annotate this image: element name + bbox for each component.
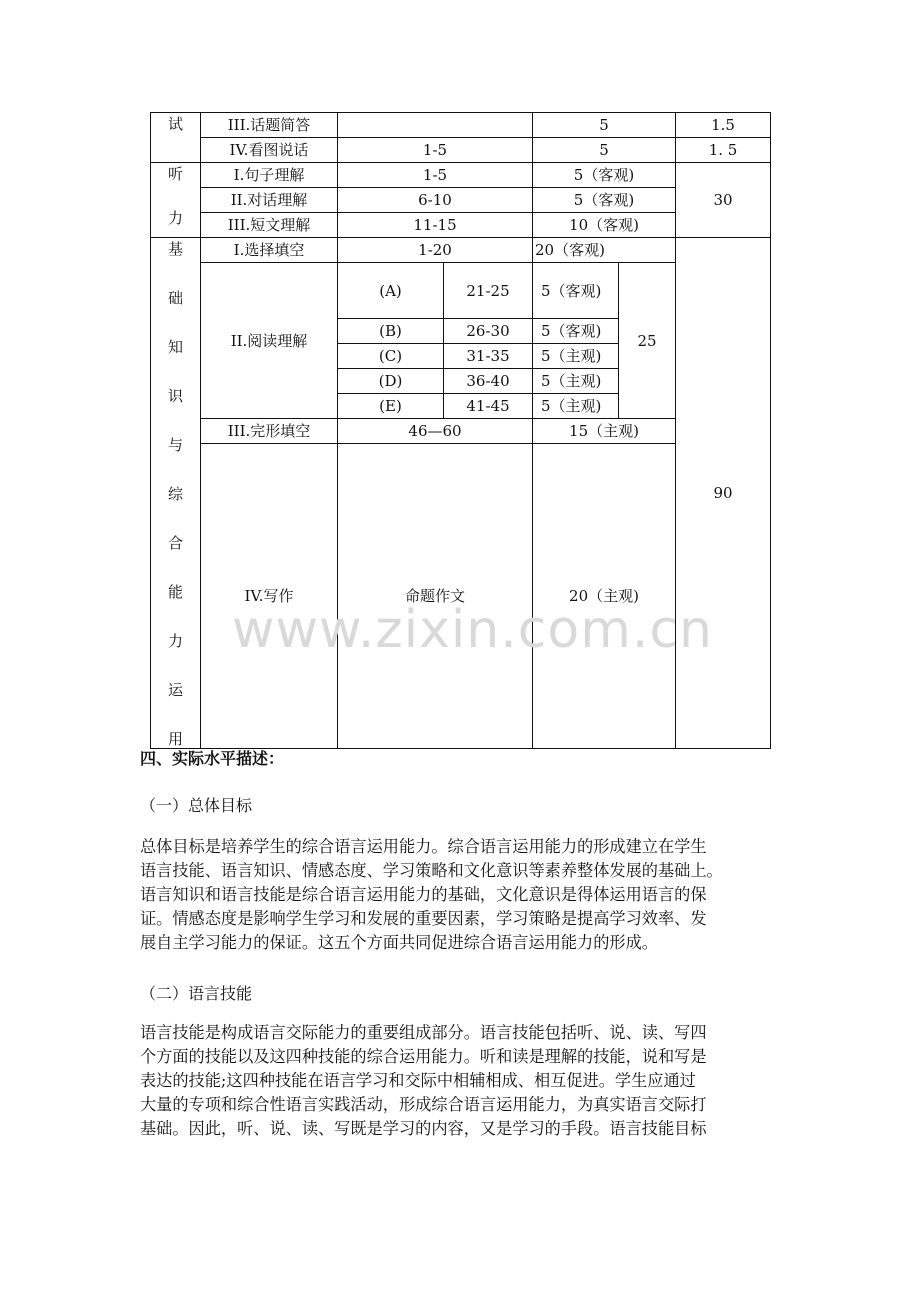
total-cell: 1. 5 — [676, 138, 771, 163]
item-cell-reading: II.阅读理解 — [201, 263, 338, 419]
total-cell: 1.5 — [676, 113, 771, 138]
section-heading: 四、实际水平描述： — [140, 749, 285, 768]
range-cell: 21-25 — [444, 263, 533, 319]
score-cell: 5（主观) — [533, 369, 619, 394]
item-cell: I.选择填空 — [201, 238, 338, 263]
category-label: 试 — [167, 115, 183, 133]
category-char: 合 — [167, 534, 183, 552]
range-cell: 6-10 — [338, 188, 533, 213]
category-char: 用 — [167, 730, 183, 748]
item-cell: IV.看图说话 — [201, 138, 338, 163]
subsection-title: （二）语言技能 — [140, 984, 253, 1003]
range-cell: 31-35 — [444, 344, 533, 369]
range-cell: 1-5 — [338, 138, 533, 163]
range-cell: 46—60 — [338, 419, 533, 444]
category-char: 听 — [167, 165, 183, 183]
table-row — [151, 138, 771, 163]
score-cell: 15（主观) — [533, 419, 676, 444]
paragraph-line: 大量的专项和综合性语言实践活动，形成综合语言运用能力，为真实语言交际打 — [140, 1095, 707, 1114]
paragraph-line: 语言技能、语言知识、情感态度、学习策略和文化意识等素养整体发展的基础上。 — [140, 861, 723, 880]
paragraph-line: 总体目标是培养学生的综合语言运用能力。综合语言运用能力的形成建立在学生 — [140, 837, 707, 856]
paragraph-line: 语言知识和语言技能是综合语言运用能力的基础，文化意识是得体运用语言的保 — [140, 885, 707, 904]
table-row — [151, 163, 771, 188]
item-cell: III.完形填空 — [201, 419, 338, 444]
reading-part-label: (D) — [338, 369, 444, 394]
paragraph-language-skills — [140, 1021, 790, 1141]
range-cell — [338, 113, 533, 138]
score-cell: 5（主观) — [533, 344, 619, 369]
category-char: 知 — [167, 338, 183, 356]
category-cell-test — [151, 113, 201, 163]
item-cell: IV.写作 — [201, 444, 338, 749]
total-cell-listening: 30 — [676, 163, 771, 238]
table-row — [151, 113, 771, 138]
range-cell: 1-20 — [338, 238, 533, 263]
score-cell: 5（主观) — [533, 394, 619, 419]
item-cell: I.句子理解 — [201, 163, 338, 188]
item-cell: III.短文理解 — [201, 213, 338, 238]
score-cell: 5（客观) — [533, 319, 619, 344]
category-char: 综 — [167, 485, 183, 503]
watermark: www.zixin.com.cn — [232, 600, 713, 660]
paragraph-overall-goal — [140, 835, 790, 955]
category-char: 能 — [167, 583, 183, 601]
table-row — [151, 238, 771, 263]
score-cell: 10（客观) — [533, 213, 676, 238]
paragraph-line: 展自主学习能力的保证。这五个方面共同促进综合语言运用能力的形成。 — [140, 933, 658, 952]
score-cell: 5（客观) — [533, 163, 676, 188]
item-cell: II.对话理解 — [201, 188, 338, 213]
category-char: 与 — [167, 436, 183, 454]
paragraph-line: 基础。因此，听、说、读、写既是学习的内容，又是学习的手段。语言技能目标 — [140, 1119, 707, 1138]
reading-part-label: (C) — [338, 344, 444, 369]
score-cell: 5（客观) — [533, 188, 676, 213]
paragraph-line: 表达的技能;这四种技能在语言学习和交际中相辅相成、相互促进。学生应通过 — [140, 1071, 696, 1090]
reading-part-label: (B) — [338, 319, 444, 344]
category-char: 识 — [167, 387, 183, 405]
range-cell: 36-40 — [444, 369, 533, 394]
score-cell: 20（主观) — [533, 444, 676, 749]
range-cell: 命题作文 — [338, 444, 533, 749]
item-cell: III.话题简答 — [201, 113, 338, 138]
score-cell: 5（客观) — [533, 263, 619, 319]
reading-part-label: (A) — [338, 263, 444, 319]
category-cell-listening — [151, 163, 201, 238]
category-char: 基 — [167, 240, 183, 258]
category-char: 础 — [167, 289, 183, 307]
range-cell: 26-30 — [444, 319, 533, 344]
range-cell: 11-15 — [338, 213, 533, 238]
range-cell: 1-5 — [338, 163, 533, 188]
category-char: 力 — [167, 209, 183, 227]
reading-part-label: (E) — [338, 394, 444, 419]
subsection-title: （一）总体目标 — [140, 796, 253, 815]
category-char: 力 — [167, 632, 183, 650]
total-cell-basic: 90 — [676, 238, 771, 749]
score-cell: 5 — [533, 113, 676, 138]
category-cell-basic — [151, 238, 201, 749]
reading-subtotal-cell: 25 — [619, 263, 676, 419]
paragraph-line: 证。情感态度是影响学生学习和发展的重要因素，学习策略是提高学习效率、发 — [140, 909, 707, 928]
paragraph-line: 个方面的技能以及这四种技能的综合运用能力。听和读是理解的技能，说和写是 — [140, 1047, 707, 1066]
range-cell: 41-45 — [444, 394, 533, 419]
category-char: 运 — [167, 681, 183, 699]
score-cell: 5 — [533, 138, 676, 163]
paragraph-line: 语言技能是构成语言交际能力的重要组成部分。语言技能包括听、说、读、写四 — [140, 1023, 707, 1042]
score-cell: 20（客观) — [533, 238, 676, 263]
exam-structure-table — [150, 112, 771, 749]
